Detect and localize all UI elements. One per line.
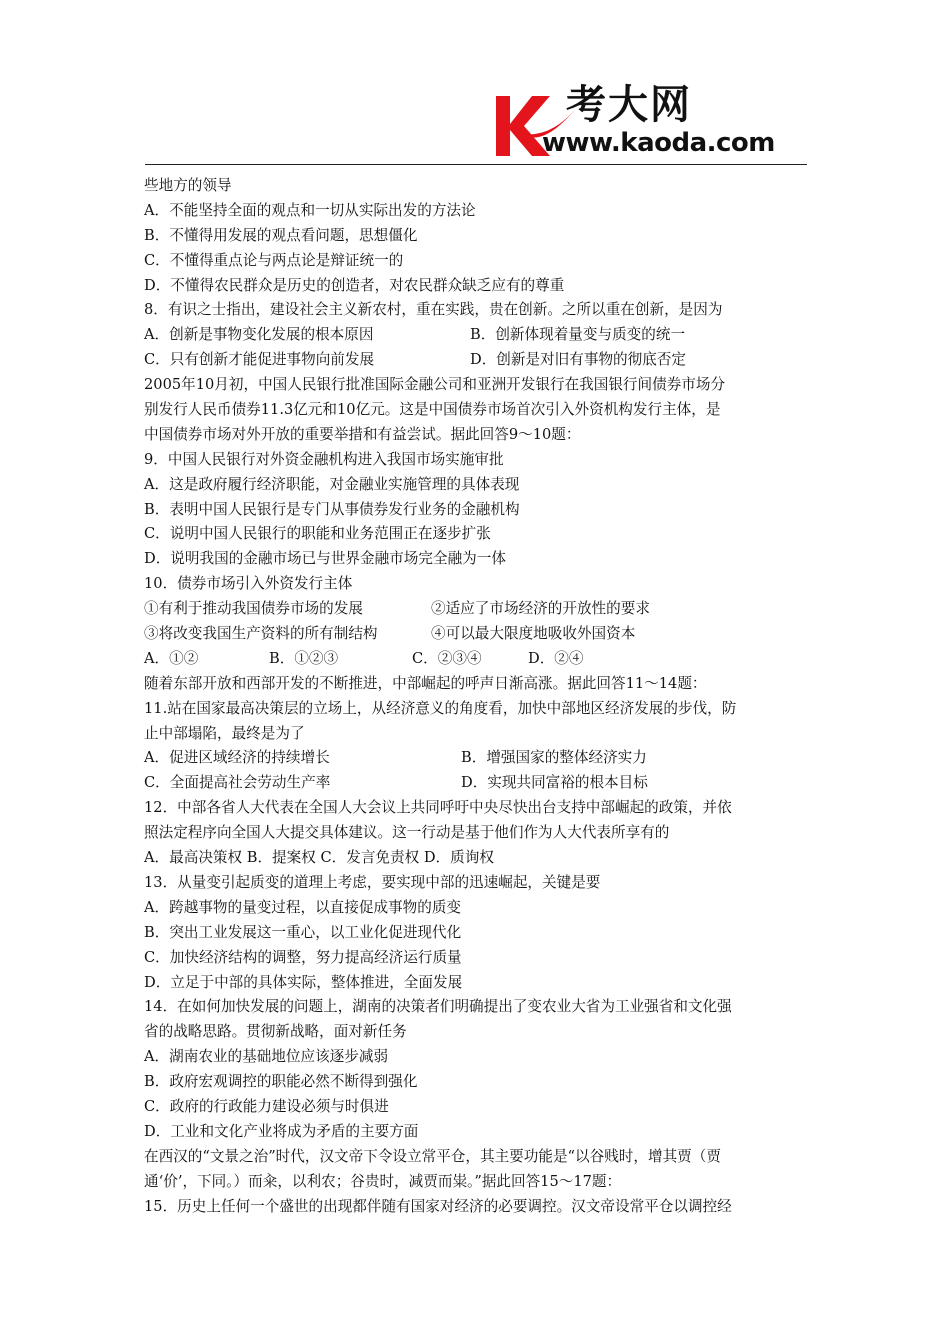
question-11-cont: 止中部塌陷，最终是为了: [144, 724, 305, 742]
option-c: C．不懂得重点论与两点论是辩证统一的: [144, 251, 404, 269]
option-a: A．不能坚持全面的观点和一切从实际出发的方法论: [144, 201, 476, 219]
question-12-cont: 照法定程序向全国人大提交具体建议。这一行动是基于他们作为人大代表所享有的: [144, 824, 670, 842]
statement-1: ①有利于推动我国债券市场的发展: [144, 600, 363, 618]
options-row: [144, 348, 810, 373]
question-11: 11.站在国家最高决策层的立场上，从经济意义的角度看，加快中部地区经济发展的步伐，防: [144, 699, 737, 717]
option-d: D．不懂得农民群众是历史的创造者，对农民群众缺乏应有的尊重: [144, 276, 565, 294]
question-14-cont: 省的战略思路。贯彻新战略，面对新任务: [144, 1023, 407, 1041]
passage-line: 随着东部开放和西部开发的不断推进，中部崛起的呼声日渐高涨。据此回答11～14题：: [144, 674, 707, 692]
text-line: 些地方的领导: [144, 177, 232, 194]
statement-2: ②适应了市场经济的开放性的要求: [431, 600, 650, 618]
option-c: C．说明中国人民银行的职能和业务范围正在逐步扩张: [144, 525, 491, 543]
options-row: [144, 323, 810, 348]
option-a: A．促进区域经济的持续增长: [144, 749, 330, 767]
options-line: A．最高决策权 B．提案权 C．发言免责权 D．质询权: [144, 849, 494, 867]
logo-name: 考大网: [566, 82, 692, 128]
option-b: B．①②③: [269, 649, 339, 667]
option-c: C．②③④: [412, 649, 482, 667]
option-b: B．创新体现着量变与质变的统一: [470, 326, 686, 344]
document-body: [144, 174, 810, 1219]
option-b: B．不懂得用发展的观点看问题，思想僵化: [144, 226, 418, 244]
option-d: D．创新是对旧有事物的彻底否定: [470, 351, 687, 369]
option-c: C．加快经济结构的调整，努力提高经济运行质量: [144, 948, 462, 966]
option-c: C．全面提高社会劳动生产率: [144, 774, 331, 792]
option-b: B．表明中国人民银行是专门从事债券发行业务的金融机构: [144, 500, 520, 518]
passage-line: 2005年10月初，中国人民银行批准国际金融公司和亚洲开发银行在我国银行间债券市场分: [144, 376, 726, 394]
option-a: A．这是政府履行经济职能，对金融业实施管理的具体表现: [144, 475, 520, 493]
option-b: B．增强国家的整体经济实力: [461, 749, 647, 767]
options-row: [144, 746, 810, 771]
passage-line: 别发行人民币债券11.3亿元和10亿元。这是中国债券市场首次引入外资机构发行主体，是: [144, 401, 721, 419]
question-13: 13．从量变引起质变的道理上考虑，要实现中部的迅速崛起，关键是要: [144, 873, 601, 891]
option-b: B．突出工业发展这一重心，以工业化促进现代化: [144, 923, 462, 941]
passage-line: 在西汉的“文景之治”时代，汉文帝下令设立常平仓，其主要功能是“以谷贱时，增其贾（贾: [144, 1147, 721, 1165]
option-a: A．跨越事物的量变过程，以直接促成事物的质变: [144, 898, 462, 916]
option-b: B．政府宏观调控的职能必然不断得到强化: [144, 1073, 418, 1091]
question-14: 14．在如何加快发展的问题上，湖南的决策者们明确提出了变农业大省为工业强省和文化强: [144, 998, 732, 1016]
statement-4: ④可以最大限度地吸收外国资本: [431, 625, 636, 643]
question-8: 8．有识之士指出，建设社会主义新农村，重在实践，贵在创新。之所以重在创新，是因为: [144, 301, 723, 319]
question-10: 10．债券市场引入外资发行主体: [144, 575, 353, 593]
option-c: C．只有创新才能促进事物向前发展: [144, 351, 375, 369]
logo-url: www.kaoda.com: [542, 128, 775, 158]
option-a: A．①②: [144, 649, 199, 667]
question-9: 9．中国人民银行对外资金融机构进入我国市场实施审批: [144, 450, 504, 468]
option-d: D．实现共同富裕的根本目标: [461, 774, 648, 792]
question-12: 12．中部各省人大代表在全国人大会议上共同呼吁中央尽快出台支持中部崛起的政策，并依: [144, 799, 732, 817]
option-d: D．工业和文化产业将成为矛盾的主要方面: [144, 1122, 419, 1140]
site-logo[interactable]: [492, 80, 808, 160]
passage-line: 中国债券市场对外开放的重要举措和有益尝试。据此回答9～10题：: [144, 425, 581, 443]
passage-line: 通‘价’，下同。）而籴，以利农；谷贵时，减贾而粜。”据此回答15～17题：: [144, 1172, 622, 1190]
statement-3: ③将改变我国生产资料的所有制结构: [144, 625, 378, 643]
options-row: [144, 771, 810, 796]
option-a: A．创新是事物变化发展的根本原因: [144, 326, 374, 344]
option-a: A．湖南农业的基础地位应该逐步减弱: [144, 1048, 389, 1066]
option-d: D．立足于中部的具体实际，整体推进，全面发展: [144, 973, 463, 991]
options-row: [144, 647, 810, 672]
statements-row: [144, 622, 810, 647]
header-divider: [145, 164, 807, 165]
question-15: 15．历史上任何一个盛世的出现都伴随有国家对经济的必要调控。汉文帝设常平仓以调控经: [144, 1197, 732, 1215]
option-d: D．②④: [528, 649, 584, 667]
option-c: C．政府的行政能力建设必须与时俱进: [144, 1097, 389, 1115]
statements-row: [144, 597, 810, 622]
option-d: D．说明我国的金融市场已与世界金融市场完全融为一体: [144, 550, 506, 568]
